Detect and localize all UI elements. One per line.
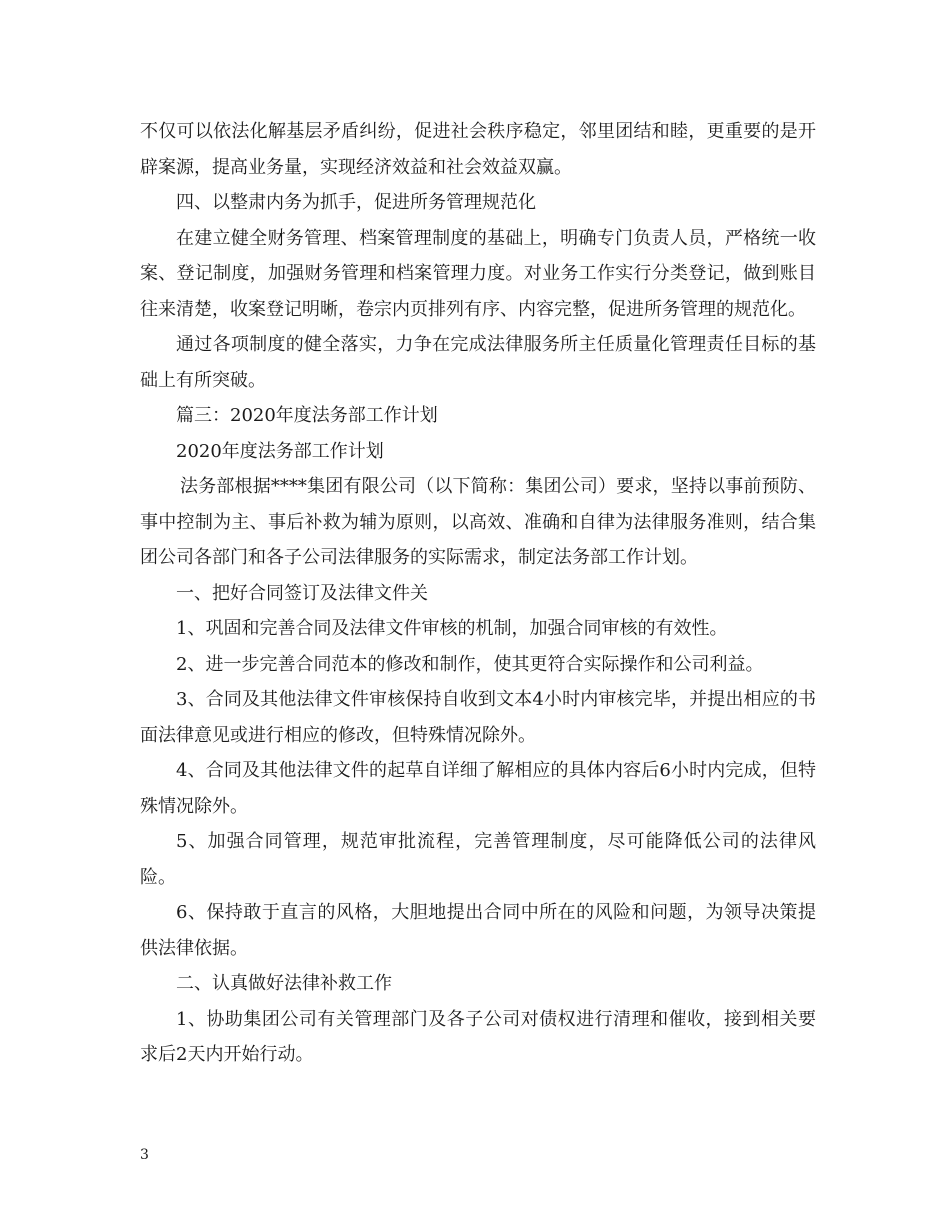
paragraph: 通过各项制度的健全落实，力争在完成法律服务所主任质量化管理责任目标的基础上有所突破。	[140, 334, 816, 391]
chapter-heading: 篇三：2020年度法务部工作计划	[176, 405, 438, 426]
paragraph: 法务部根据****集团有限公司（以下简称：集团公司）要求，坚持以事前预防、事中控制为主、事后补救为辅为原则，以高效、准确和自律为法律服务准则，结合集团公司各部门和各子公司法律服务的实际需求，制定法务部工作计划。	[140, 476, 816, 568]
page-number: 3	[140, 1147, 149, 1163]
list-item: 4、合同及其他法律文件的起草自详细了解相应的具体内容后6小时内完成，但特殊情况除外。	[140, 760, 816, 817]
list-item: 6、保持敢于直言的风格，大胆地提出合同中所在的风险和问题，为领导决策提供法律依据。	[140, 902, 816, 959]
list-item: 2、进一步完善合同范本的修改和制作，使其更符合实际操作和公司利益。	[176, 653, 764, 675]
document-title: 2020年度法务部工作计划	[176, 440, 384, 462]
document-body	[140, 114, 816, 1073]
section-heading: 一、把好合同签订及法律文件关	[176, 582, 428, 604]
list-item: 3、合同及其他法律文件审核保持自收到文本4小时内审核完毕，并提出相应的书面法律意见或进行相应的修改，但特殊情况除外。	[140, 689, 816, 746]
section-heading: 二、认真做好法律补救工作	[176, 973, 392, 994]
list-item: 5、加强合同管理，规范审批流程，完善管理制度，尽可能降低公司的法律风险。	[140, 831, 816, 888]
list-item: 1、巩固和完善合同及法律文件审核的机制，加强合同审核的有效性。	[176, 618, 728, 639]
paragraph: 不仅可以依法化解基层矛盾纠纷，促进社会秩序稳定，邻里团结和睦，更重要的是开辟案源，提高业务量，实现经济效益和社会效益双赢。	[140, 121, 816, 178]
paragraph: 在建立健全财务管理、档案管理制度的基础上，明确专门负责人员，严格统一收案、登记制度，加强财务管理和档案管理力度。对业务工作实行分类登记，做到账目往来清楚，收案登记明晰，卷宗内页排列有序、内容完整，促进所务管理的规范化。	[140, 227, 816, 320]
section-heading: 四、以整肃内务为抓手，促进所务管理规范化	[176, 192, 536, 213]
list-item: 1、协助集团公司有关管理部门及各子公司对债权进行清理和催收，接到相关要求后2天内开始行动。	[140, 1008, 816, 1065]
